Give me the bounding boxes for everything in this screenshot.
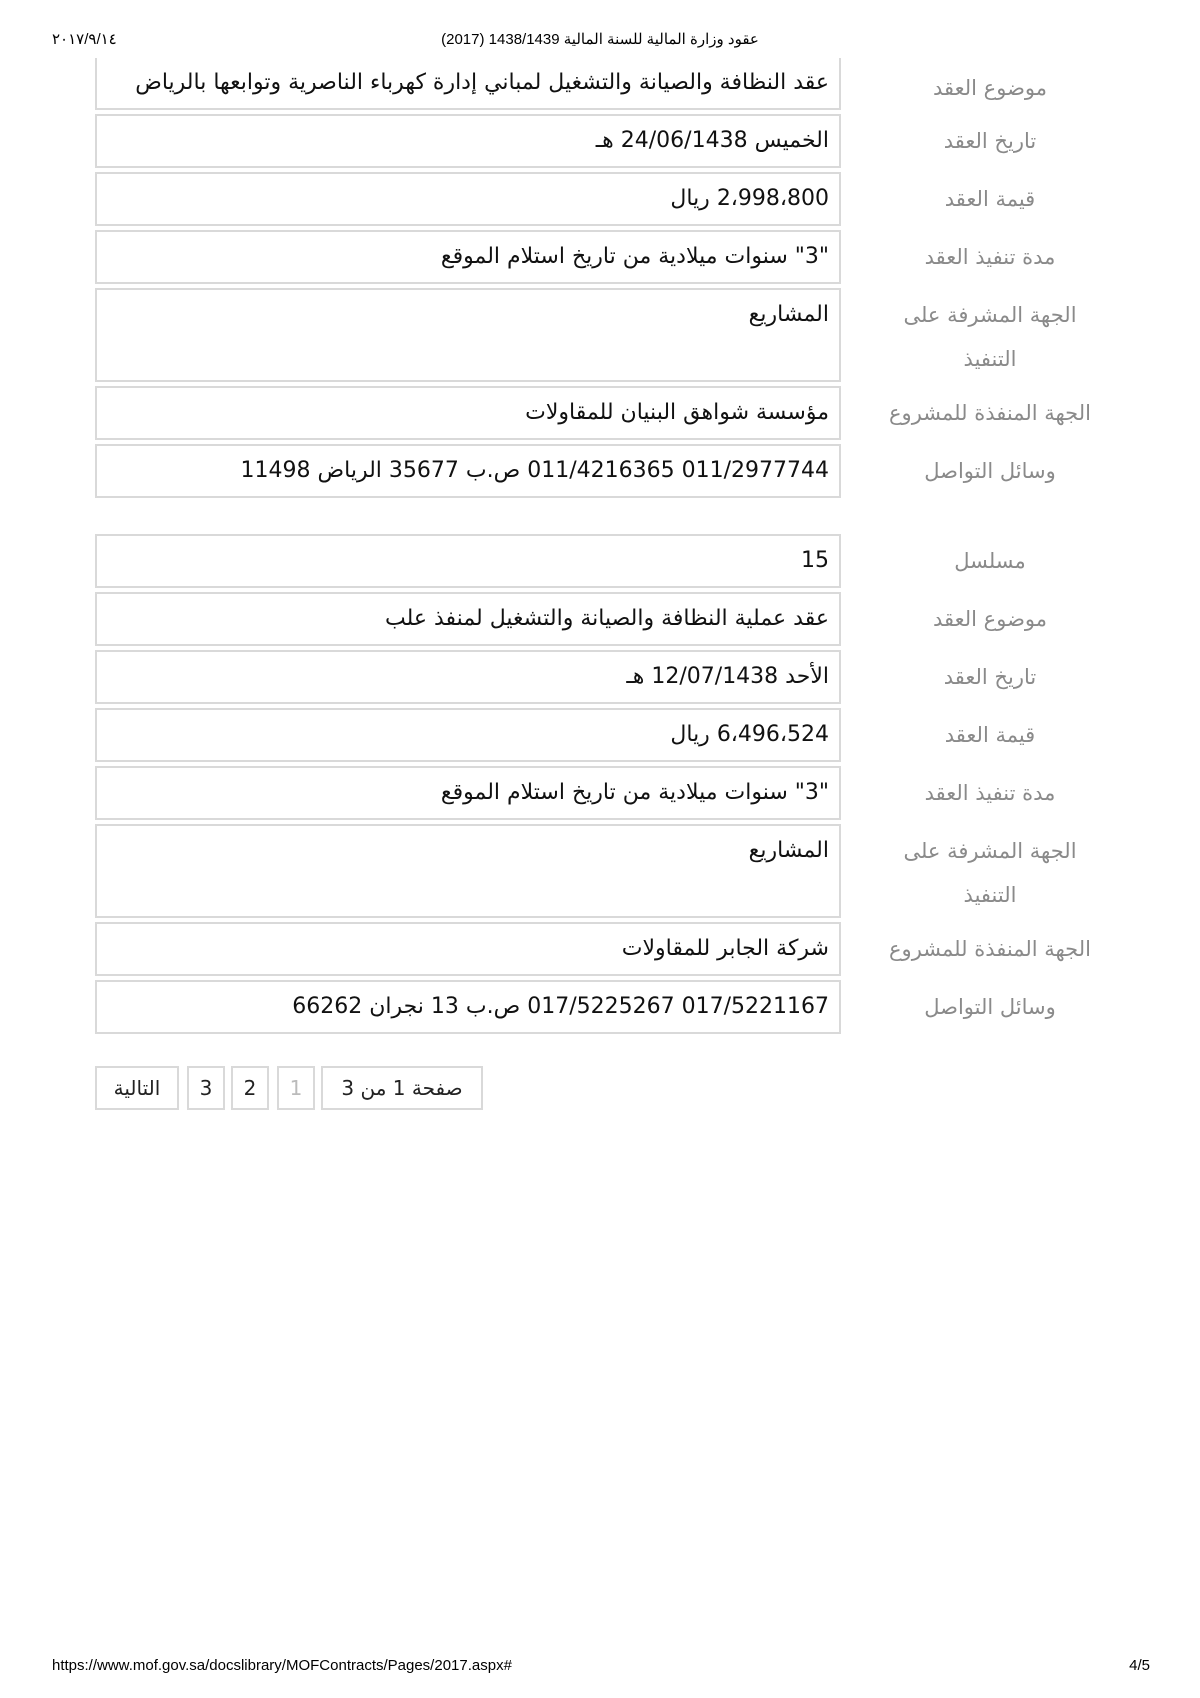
contact-value: 017/5221167 017/5225267 ص.ب 13 نجران 66262 bbox=[95, 980, 841, 1034]
contact-label: وسائل التواصل bbox=[924, 995, 1056, 1019]
print-date: ٢٠١٧/٩/١٤ bbox=[52, 31, 117, 48]
date-value: الخميس 24/06/1438 هـ bbox=[95, 114, 841, 168]
subject-label: موضوع العقد bbox=[933, 76, 1047, 100]
contract-record-2 bbox=[95, 534, 1095, 1038]
amount-label: قيمة العقد bbox=[944, 187, 1036, 211]
amount-label: قيمة العقد bbox=[944, 723, 1036, 747]
page-1-button: 1 bbox=[277, 1066, 315, 1110]
date-value: الأحد 12/07/1438 هـ bbox=[95, 650, 841, 704]
row-contractor bbox=[95, 386, 1095, 440]
amount-value: 6،496،524 ريال bbox=[95, 708, 841, 762]
supervisor-value: المشاريع bbox=[95, 824, 841, 918]
contact-label: وسائل التواصل bbox=[924, 459, 1056, 483]
contractor-label: الجهة المنفذة للمشروع bbox=[889, 401, 1091, 425]
amount-value: 2،998،800 ريال bbox=[95, 172, 841, 226]
duration-value: "3" سنوات ميلادية من تاريخ استلام الموقع bbox=[95, 766, 841, 820]
row-supervisor bbox=[95, 288, 1095, 382]
row-subject bbox=[95, 58, 1095, 110]
supervisor-label: الجهة المشرفة على التنفيذ bbox=[903, 839, 1077, 907]
print-header bbox=[0, 30, 1200, 54]
contractor-value: شركة الجابر للمقاولات bbox=[95, 922, 841, 976]
row-value bbox=[95, 172, 1095, 226]
page-url: https://www.mof.gov.sa/docslibrary/MOFContracts/Pages/2017.aspx# bbox=[52, 1657, 512, 1674]
row-supervisor bbox=[95, 824, 1095, 918]
row-contact bbox=[95, 444, 1095, 498]
contractor-label: الجهة المنفذة للمشروع bbox=[889, 937, 1091, 961]
print-title: (عقود وزارة المالية للسنة المالية 1438/1439 (2017 bbox=[441, 31, 759, 48]
serial-label: مسلسل bbox=[954, 549, 1026, 573]
row-contact bbox=[95, 980, 1095, 1034]
page-summary: صفحة 1 من 3 bbox=[321, 1066, 483, 1110]
next-page-button[interactable]: التالية bbox=[95, 1066, 179, 1110]
supervisor-label: الجهة المشرفة على التنفيذ bbox=[903, 303, 1077, 371]
row-date bbox=[95, 650, 1095, 704]
row-value bbox=[95, 708, 1095, 762]
page-3-button[interactable]: 3 bbox=[187, 1066, 225, 1110]
serial-value: 15 bbox=[95, 534, 841, 588]
row-contractor bbox=[95, 922, 1095, 976]
duration-label: مدة تنفيذ العقد bbox=[924, 245, 1056, 269]
duration-label: مدة تنفيذ العقد bbox=[924, 781, 1056, 805]
row-duration bbox=[95, 766, 1095, 820]
contractor-value: مؤسسة شواهق البنيان للمقاولات bbox=[95, 386, 841, 440]
date-label: تاريخ العقد bbox=[943, 665, 1037, 689]
supervisor-value: المشاريع bbox=[95, 288, 841, 382]
row-duration bbox=[95, 230, 1095, 284]
row-date bbox=[95, 114, 1095, 168]
contact-value: 011/2977744 011/4216365 ص.ب 35677 الرياض 11498 bbox=[95, 444, 841, 498]
subject-value: عقد عملية النظافة والصيانة والتشغيل لمنفذ علب bbox=[95, 592, 841, 646]
contract-record-1 bbox=[95, 58, 1095, 502]
page-number: 4/5 bbox=[1129, 1657, 1150, 1674]
row-serial bbox=[95, 534, 1095, 588]
subject-value: عقد النظافة والصيانة والتشغيل لمباني إدارة كهرباء الناصرية وتوابعها بالرياض bbox=[95, 58, 841, 110]
subject-label: موضوع العقد bbox=[933, 607, 1047, 631]
duration-value: "3" سنوات ميلادية من تاريخ استلام الموقع bbox=[95, 230, 841, 284]
row-subject bbox=[95, 592, 1095, 646]
page-2-button[interactable]: 2 bbox=[231, 1066, 269, 1110]
date-label: تاريخ العقد bbox=[943, 129, 1037, 153]
